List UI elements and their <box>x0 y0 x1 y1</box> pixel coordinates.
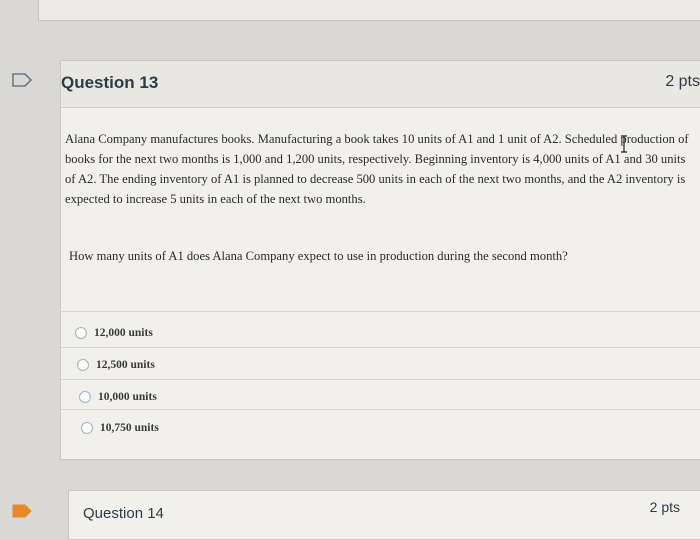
answer-option-3[interactable] <box>79 387 157 407</box>
question-points: 2 pts <box>665 73 700 90</box>
answer-label: 12,500 units <box>96 359 155 371</box>
text-cursor-icon <box>619 135 629 153</box>
answer-divider <box>61 379 700 380</box>
bookmark-outline-icon[interactable] <box>12 73 32 87</box>
question-title: Question 13 <box>61 73 159 92</box>
question-13-card <box>60 60 700 460</box>
radio-button[interactable] <box>77 359 89 371</box>
answer-option-1[interactable] <box>75 323 153 343</box>
answer-option-2[interactable] <box>77 355 155 375</box>
bookmark-filled-icon[interactable] <box>12 504 32 518</box>
radio-button[interactable] <box>75 327 87 339</box>
question-title: Question 14 <box>83 505 164 522</box>
answer-divider <box>61 409 700 410</box>
answer-divider <box>61 347 700 348</box>
previous-question-card <box>38 0 700 21</box>
answer-divider <box>61 311 700 312</box>
answer-label: 10,000 units <box>98 391 157 403</box>
answer-label: 10,750 units <box>100 422 159 434</box>
question-header <box>61 61 700 108</box>
answer-option-4[interactable] <box>81 418 159 438</box>
answer-label: 12,000 units <box>94 327 153 339</box>
question-14-card <box>68 490 700 540</box>
radio-button[interactable] <box>81 422 93 434</box>
radio-button[interactable] <box>79 391 91 403</box>
question-text: Alana Company manufactures books. Manufacturing a book takes 10 units of A1 and 1 unit of A2. Scheduled production of books for the next two months is 1,000 and 1,200 units, respectively. Beginning inventory is 4,000 units of A1 and 30 units of A2. The ending inventory of A1 is planned to decrease 500 units in each of the next two months, and the A2 inventory is expected to increase 5 units in each of the next two months. <box>65 132 689 206</box>
question-points: 2 pts <box>649 499 680 515</box>
question-prompt: How many units of A1 does Alana Company expect to use in production during the second month? <box>69 249 568 263</box>
